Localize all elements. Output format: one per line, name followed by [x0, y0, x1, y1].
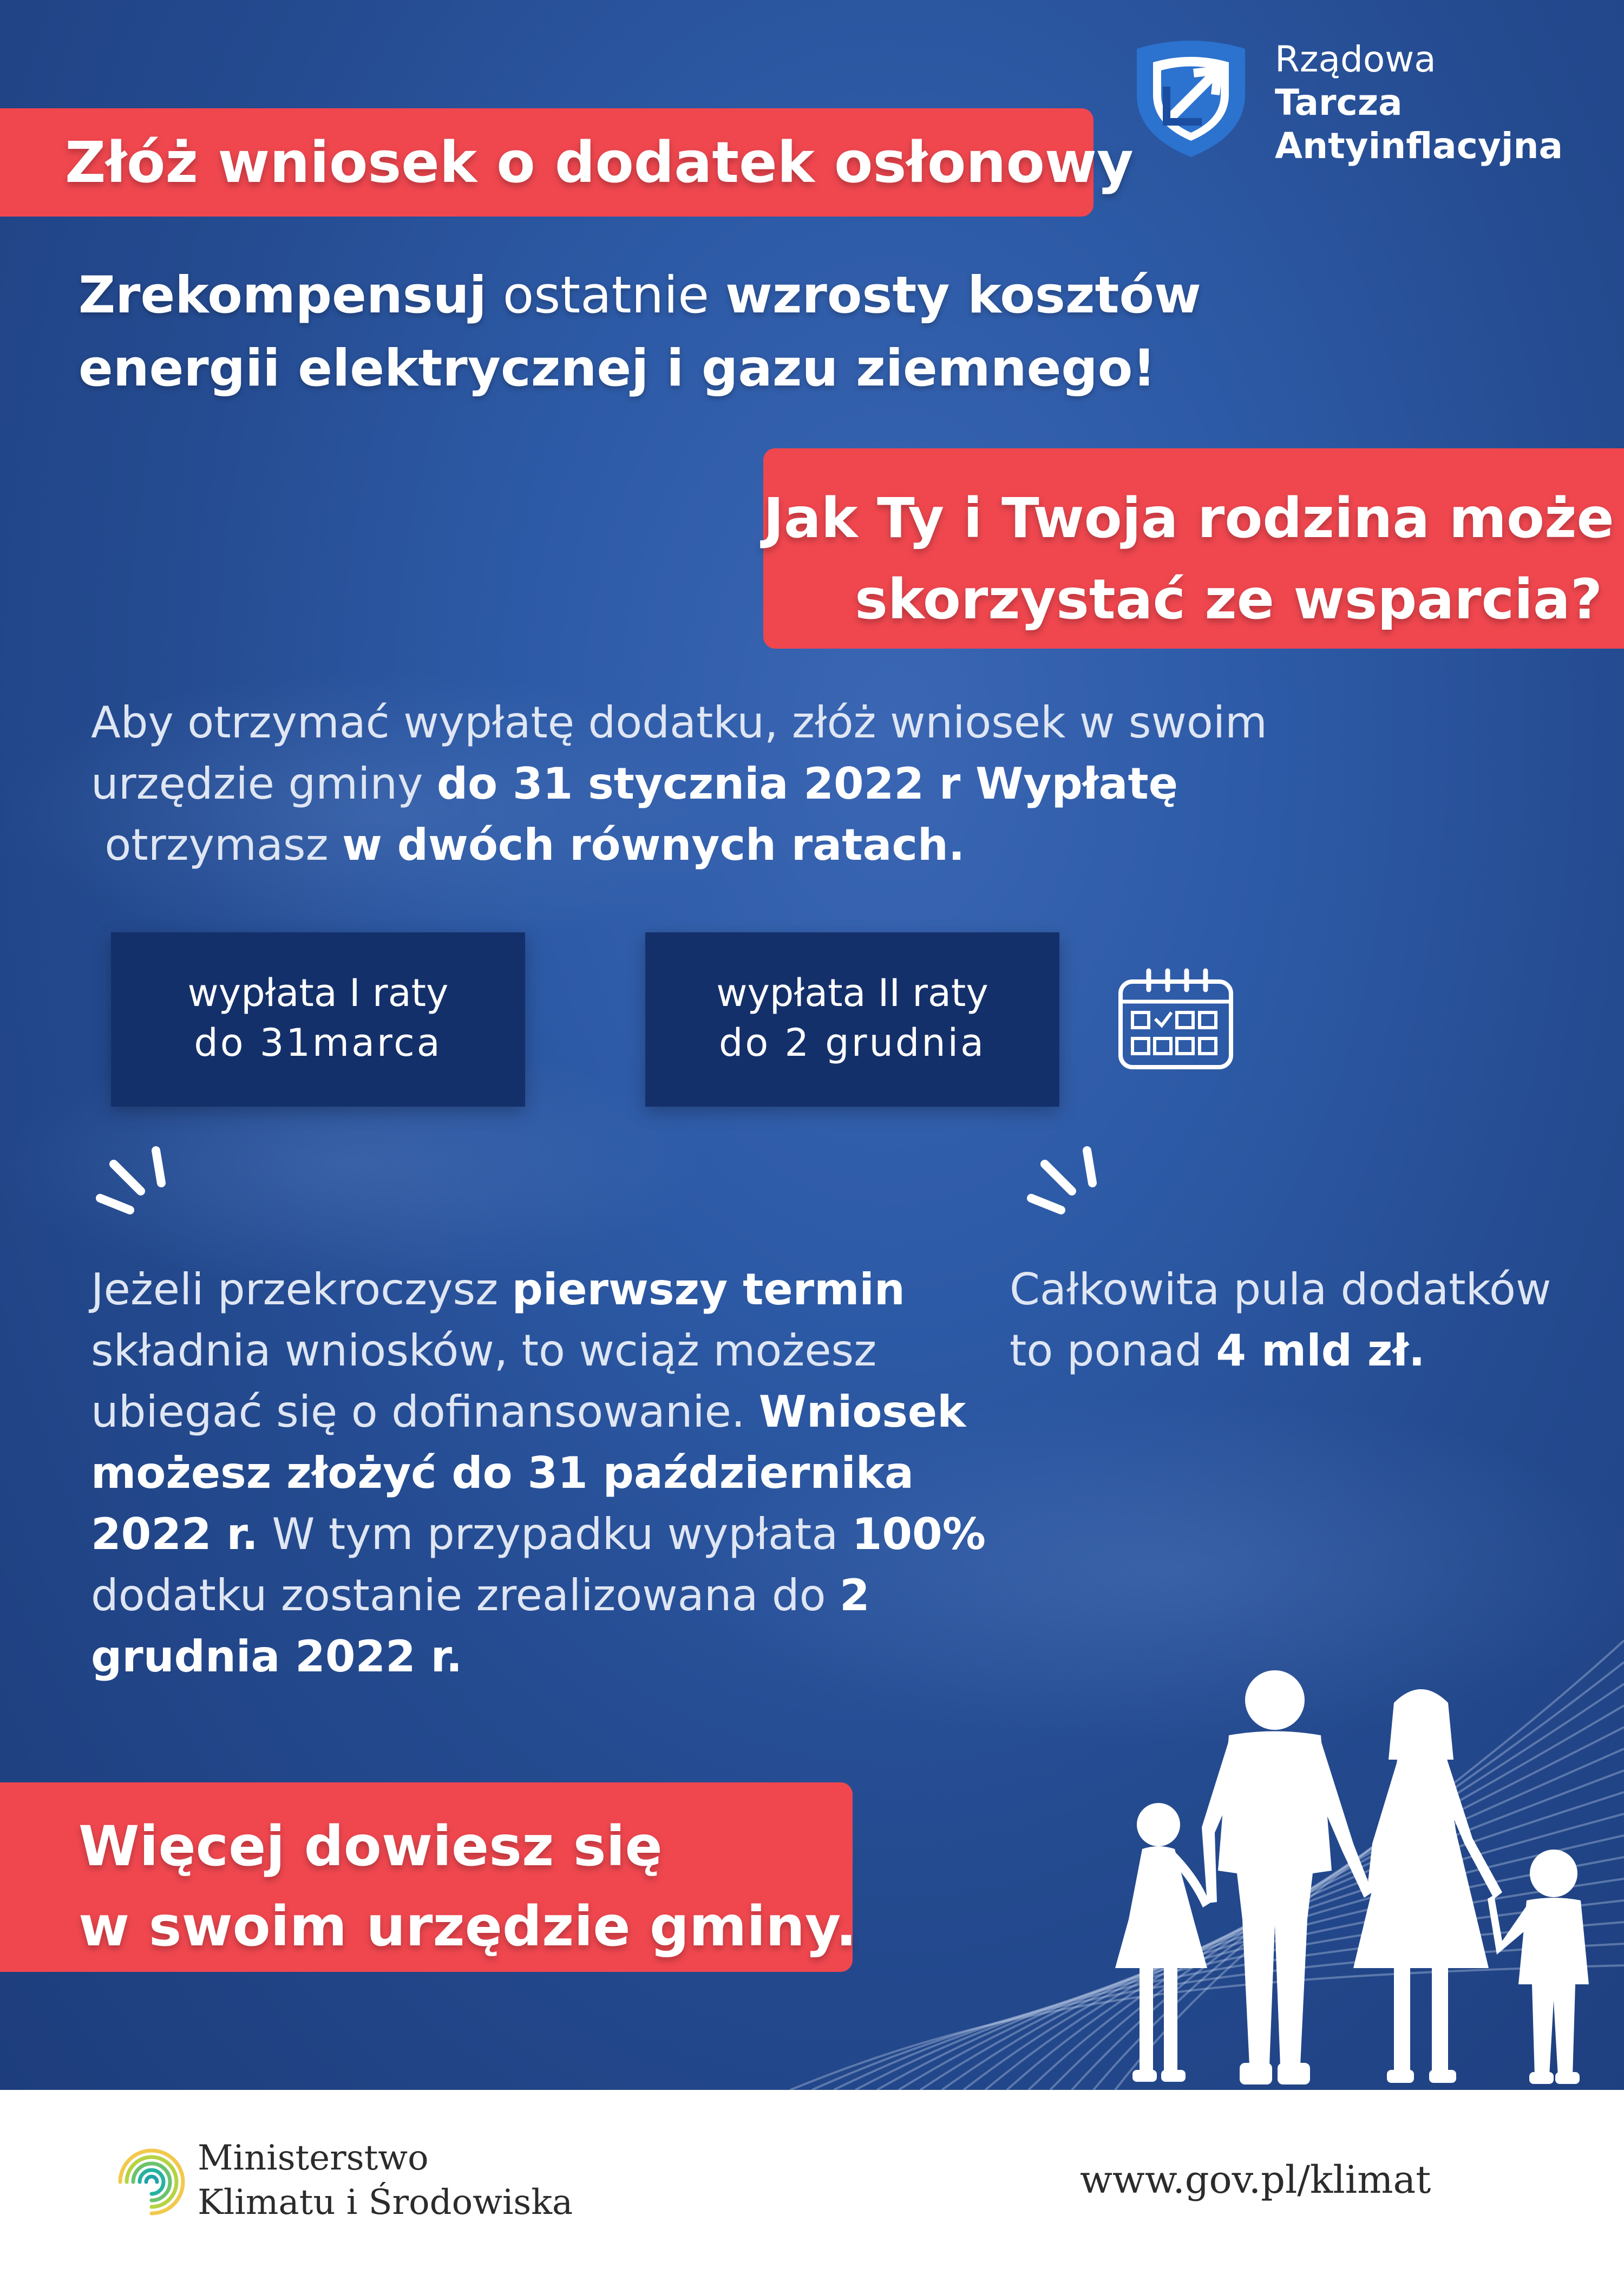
intro-bold-2: w dwóch równych ratach. [342, 820, 965, 870]
late-bold-4: 2 grudnia 2022 r. [91, 1570, 870, 1682]
installment-1-box [111, 932, 525, 1107]
shield-arrow-icon [1129, 35, 1253, 160]
logo-line-1: Rządowa [1275, 38, 1436, 80]
ministry-line-2: Klimatu i Środowiska [198, 2182, 573, 2223]
subtitle-line-2: energii elektrycznej i gazu ziemnego! [78, 339, 1156, 398]
late-text-1: Jeżeli przekroczysz [91, 1264, 512, 1315]
late-bold-1: pierwszy termin [512, 1264, 905, 1315]
subtitle-bold-1: Zrekompensuj [78, 266, 487, 325]
intro-bold-1: do 31 stycznia 2022 r Wypłatę [436, 759, 1178, 809]
emphasis-marks-icon [92, 1134, 184, 1216]
late-bold-3: 100% [852, 1509, 986, 1559]
late-text-4: dodatku zostanie zrealizowana do [91, 1509, 1000, 1620]
page-title: Złóż wniosek o dodatek osłonowy [65, 129, 1134, 195]
intro-text-2: otrzymasz [91, 820, 343, 870]
question-line-2: skorzystać ze wsparcia? [855, 567, 1602, 632]
installment-1-label: wypłata I raty [187, 971, 449, 1015]
tarcza-logo [1129, 35, 1589, 176]
question-banner [763, 448, 1624, 649]
subtitle [78, 259, 1324, 405]
emphasis-marks-icon [1023, 1134, 1115, 1216]
installment-1-date: do 31marca [194, 1021, 442, 1065]
family-silhouette-image [1099, 1665, 1608, 2090]
installment-2-label: wypłata II raty [716, 971, 988, 1015]
title-banner [0, 108, 1134, 217]
more-info-line-1: Więcej dowiesz się [78, 1814, 663, 1879]
logo-line-3: Antyinflacyjna [1275, 125, 1563, 167]
late-bold-2: Wniosek możesz złożyć do 31 października 2022 r. [91, 1387, 966, 1559]
installment-2-date: do 2 grudnia [718, 1021, 986, 1065]
pool-bold-1: 4 mld zł. [1216, 1325, 1425, 1376]
installment-2-box [645, 932, 1059, 1107]
intro-paragraph [91, 692, 1417, 875]
more-info-banner [0, 1782, 857, 1972]
ministry-swirl-icon [116, 2144, 187, 2220]
late-text-3: W tym przypadku wypłata [258, 1509, 852, 1559]
late-text-2: składnia wniosków, to wciąż możesz ubiegać się o dofinansowanie. [91, 1264, 919, 1437]
logo-line-2: Tarcza [1275, 82, 1403, 123]
question-line-1: Jak Ty i Twoja rodzina może [763, 486, 1614, 551]
more-info-line-2: w swoim urzędzie gminy. [78, 1894, 857, 1959]
ministry-line-1: Ministerstwo [198, 2138, 429, 2178]
pool-paragraph [1010, 1259, 1578, 1381]
late-application-paragraph [91, 1259, 1011, 1687]
subtitle-normal-1: ostatnie [486, 266, 725, 325]
website-link[interactable]: www.gov.pl/klimat [1080, 2158, 1431, 2202]
intro-text-1: Aby otrzymać wypłatę dodatku, złóż wniosek w swoim urzędzie gminy [91, 697, 1267, 809]
subtitle-bold-2: wzrosty kosztów [725, 266, 1201, 325]
calendar-icon [1116, 968, 1235, 1071]
pool-text-1: Całkowita pula dodatków to ponad [1010, 1264, 1565, 1376]
